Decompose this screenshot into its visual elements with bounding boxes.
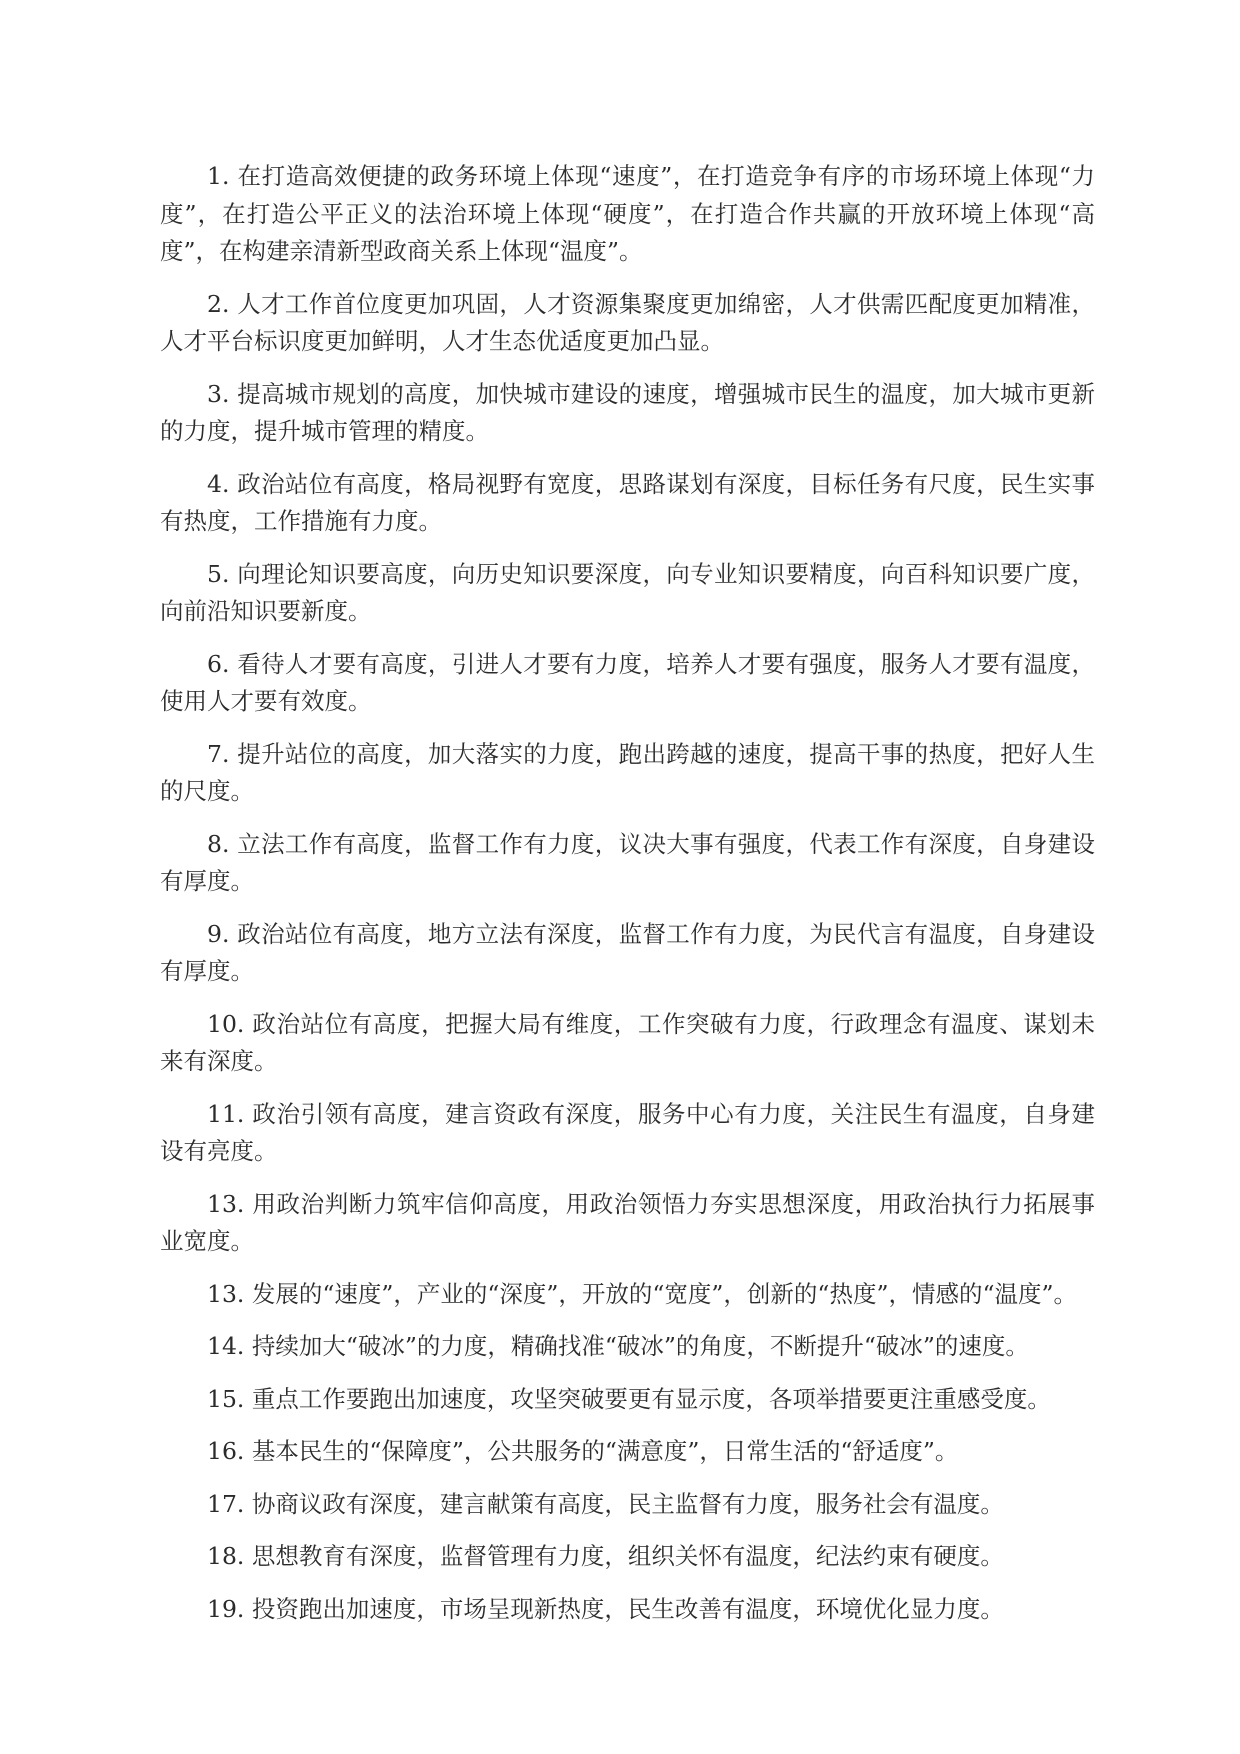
- paragraph-2: 2. 人才工作首位度更加巩固，人才资源集聚度更加绵密，人才供需匹配度更加精准，人才平台标识度更加鲜明，人才生态优适度更加凸显。: [160, 289, 1095, 355]
- paragraph-14: 14. 持续加大“破冰”的力度，精确找准“破冰”的角度，不断提升“破冰”的速度。: [207, 1332, 1029, 1360]
- paragraph-9: 9. 政治站位有高度，地方立法有深度，监督工作有力度，为民代言有温度，自身建设有厚度。: [160, 919, 1095, 985]
- document-body: [160, 158, 1095, 1643]
- paragraph-10: 10. 政治站位有高度，把握大局有维度，工作突破有力度，行政理念有温度、谋划未来有深度。: [160, 1009, 1095, 1075]
- paragraph-1: 1. 在打造高效便捷的政务环境上体现“速度”，在打造竞争有序的市场环境上体现“力度”，在打造公平正义的法治环境上体现“硬度”，在打造合作共赢的开放环境上体现“高度”，在构建亲清新型政商关系上体现“温度”。: [160, 162, 1095, 265]
- paragraph-6: 6. 看待人才要有高度，引进人才要有力度，培养人才要有强度，服务人才要有温度，使用人才要有效度。: [160, 649, 1095, 715]
- paragraph-16: 16. 基本民生的“保障度”，公共服务的“满意度”，日常生活的“舒适度”。: [207, 1437, 959, 1465]
- paragraph-3: 3. 提高城市规划的高度，加快城市建设的速度，增强城市民生的温度，加大城市更新的力度，提升城市管理的精度。: [160, 379, 1095, 445]
- paragraph-19: 19. 投资跑出加速度，市场呈现新热度，民生改善有温度，环境优化显力度。: [207, 1594, 1004, 1623]
- paragraph-13: 13. 发展的“速度”，产业的“深度”，开放的“宽度”，创新的“热度”，情感的“温度”。: [207, 1279, 1077, 1308]
- paragraph-11: 11. 政治引领有高度，建言资政有深度，服务中心有力度，关注民生有温度，自身建设有亮度。: [160, 1099, 1095, 1165]
- paragraph-4: 4. 政治站位有高度，格局视野有宽度，思路谋划有深度，目标任务有尺度，民生实事有热度，工作措施有力度。: [160, 469, 1095, 535]
- paragraph-12: 13. 用政治判断力筑牢信仰高度，用政治领悟力夯实思想深度，用政治执行力拓展事业宽度。: [160, 1189, 1095, 1255]
- paragraph-15: 15. 重点工作要跑出加速度，攻坚突破要更有显示度，各项举措要更注重感受度。: [207, 1384, 1051, 1413]
- paragraph-18: 18. 思想教育有深度，监督管理有力度，组织关怀有温度，纪法约束有硬度。: [207, 1542, 1004, 1570]
- paragraph-5: 5. 向理论知识要高度，向历史知识要深度，向专业知识要精度，向百科知识要广度，向前沿知识要新度。: [160, 559, 1095, 625]
- paragraph-8: 8. 立法工作有高度，监督工作有力度，议决大事有强度，代表工作有深度，自身建设有厚度。: [160, 829, 1095, 895]
- paragraph-17: 17. 协商议政有深度，建言献策有高度，民主监督有力度，服务社会有温度。: [207, 1489, 1004, 1518]
- paragraph-7: 7. 提升站位的高度，加大落实的力度，跑出跨越的速度，提高干事的热度，把好人生的尺度。: [160, 739, 1095, 805]
